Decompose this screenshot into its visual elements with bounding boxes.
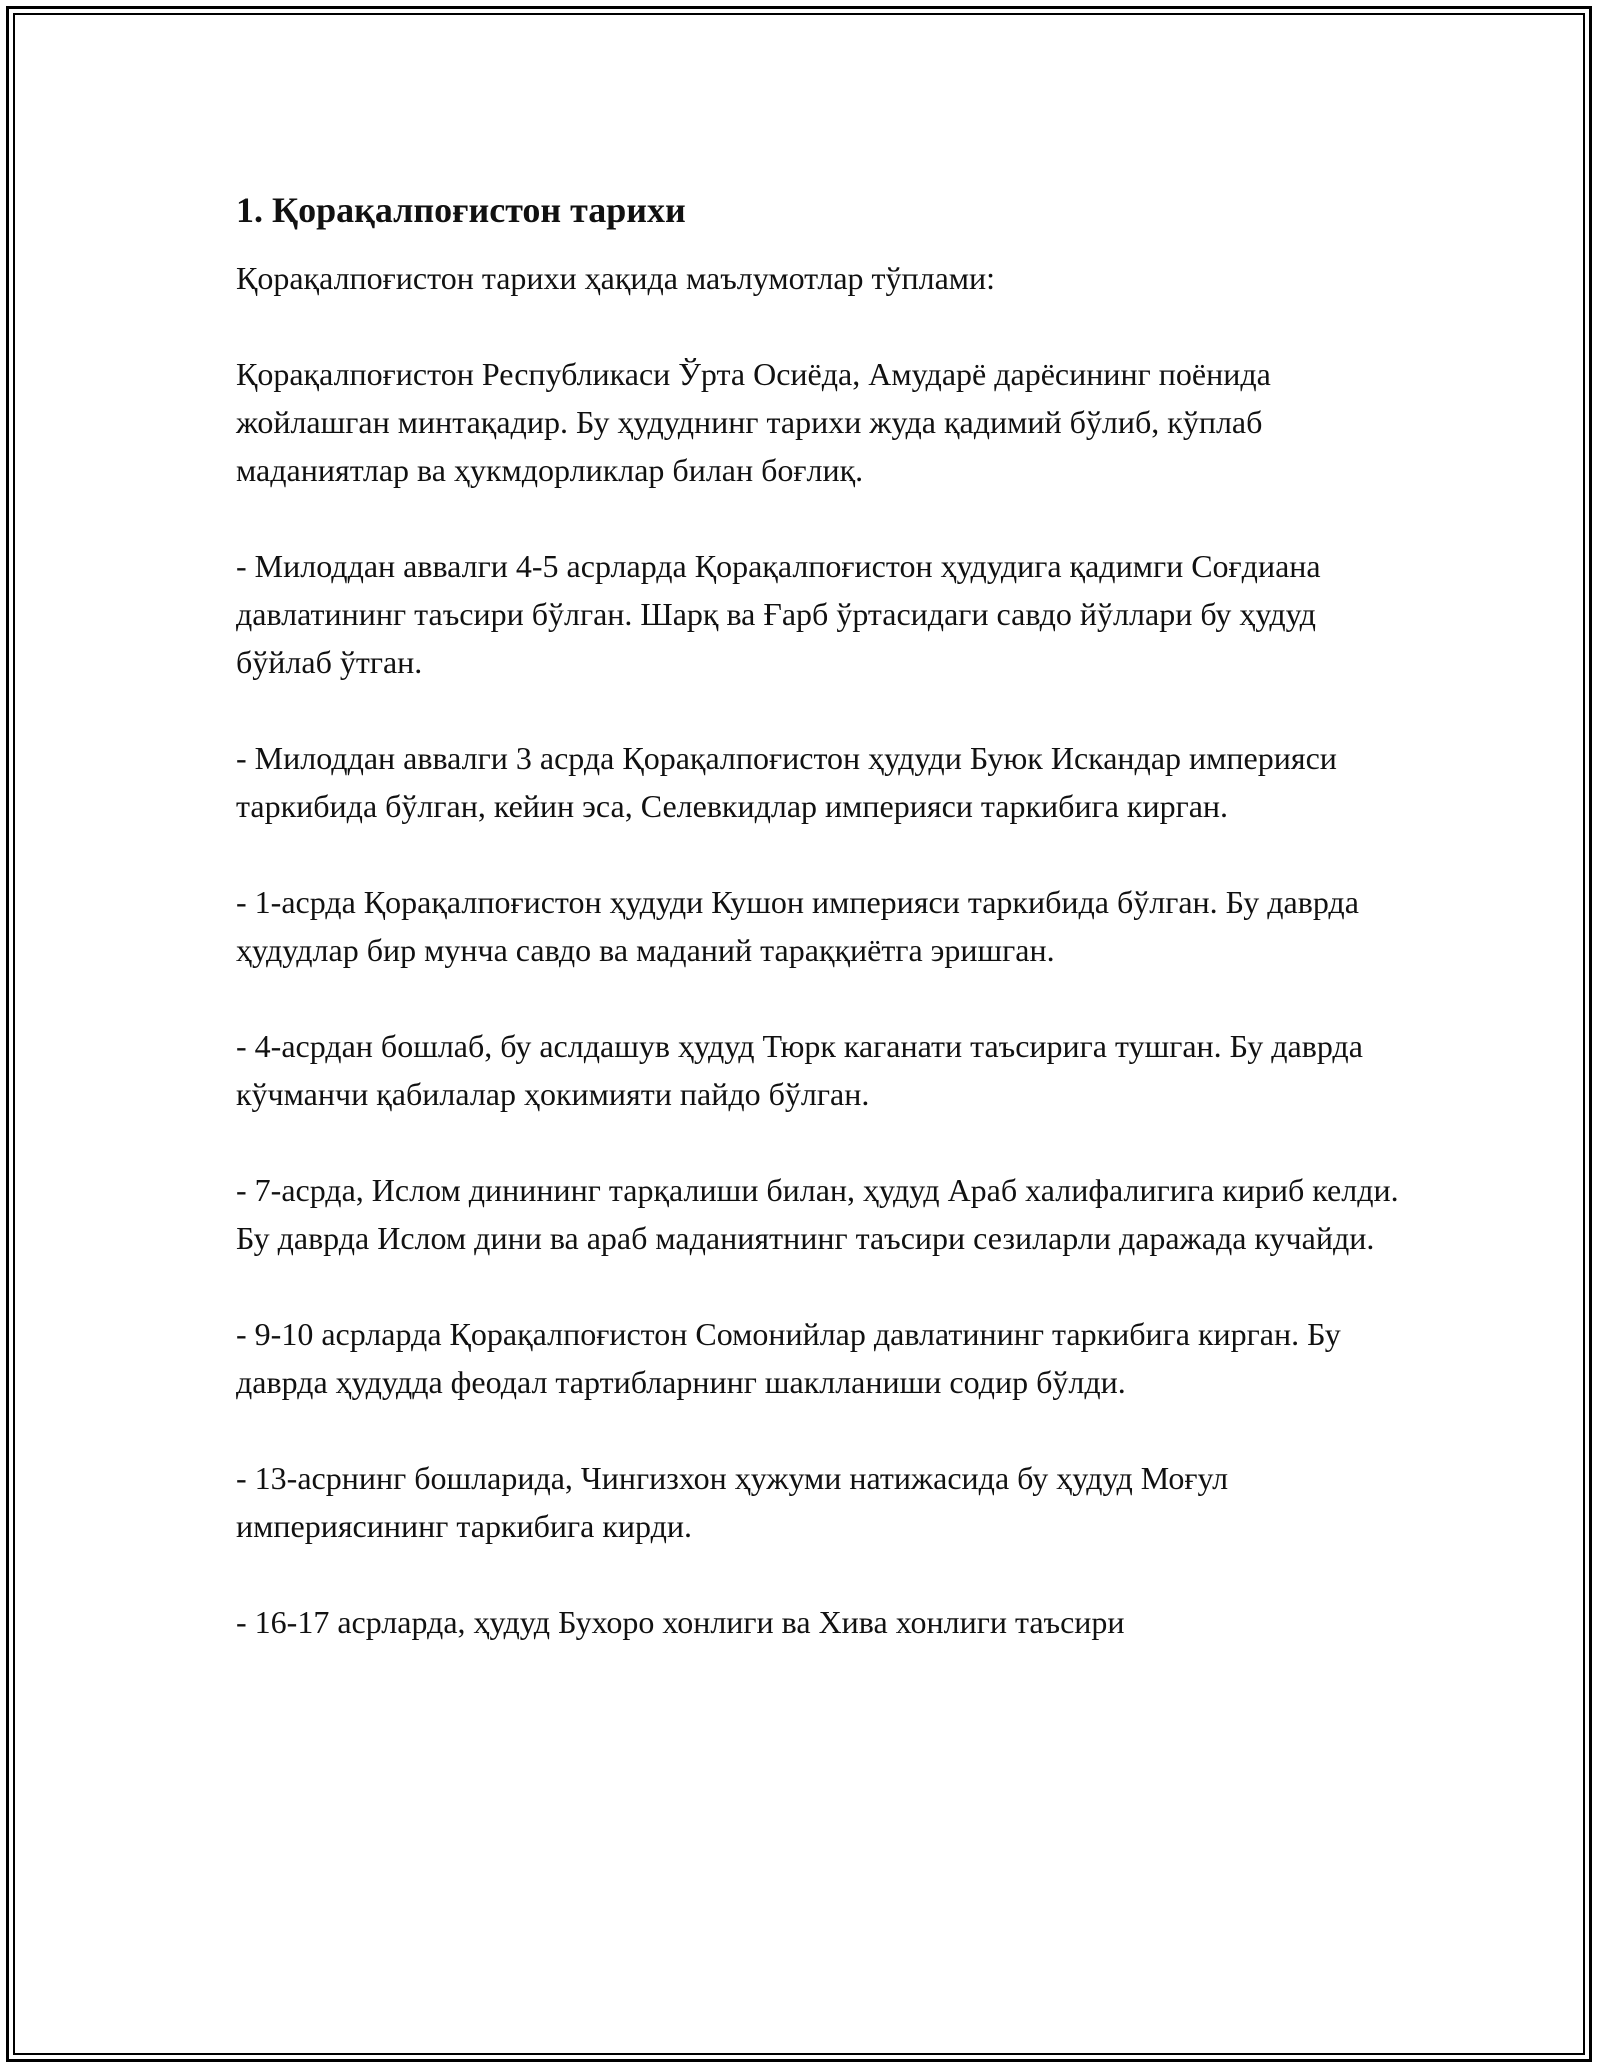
paragraph-khanates: - 16-17 асрларда, ҳудуд Бухоро хонлиги ва Хива хонлиги таъсири: [236, 1604, 1125, 1640]
document-body: [236, 186, 1406, 1646]
paragraph-turkic: - 4-асрдан бошлаб, бу аслдашув ҳудуд Тюрк каганати таъсирига тушган. Бу даврда кўчманчи қабилалар ҳокимияти пайдо бўлган.: [236, 1028, 1363, 1112]
paragraph-mongol: - 13-асрнинг бошларида, Чингизхон ҳужуми натижасида бу ҳудуд Моғул империясининг таркибига кирди.: [236, 1460, 1229, 1544]
document-title: 1. Қорақалпоғистон тарихи: [236, 190, 686, 230]
paragraph-kushan: - 1-асрда Қорақалпоғистон ҳудуди Кушон империяси таркибида бўлган. Бу даврда ҳудудлар бир мунча савдо ва маданий тараққиётга эришган.: [236, 884, 1359, 968]
intro-paragraph: Қорақалпоғистон тарихи ҳақида маълумотлар тўплами:: [236, 260, 996, 296]
paragraph-alexander: - Милоддан аввалги 3 асрда Қорақалпоғистон ҳудуди Буюк Искандар империяси таркибида бўлган, кейин эса, Селевкидлар империяси таркибига кирган.: [236, 740, 1337, 824]
paragraph-overview: Қорақалпоғистон Республикаси Ўрта Осиёда, Амударё дарёсининг поёнида жойлашган минтақадир. Бу ҳудуднинг тарихи жуда қадимий бўлиб, кўплаб маданиятлар ва ҳукмдорликлар билан боғлиқ.: [236, 356, 1271, 488]
paragraph-samanid: - 9-10 асрларда Қорақалпоғистон Сомонийлар давлатининг таркибига кирган. Бу даврда ҳудудда феодал тартибларнинг шаклланиши содир бўлди.: [236, 1316, 1341, 1400]
paragraph-arab: - 7-асрда, Ислом динининг тарқалиши билан, ҳудуд Араб халифалигига кириб келди. Бу даврда Ислом дини ва араб маданиятнинг таъсири сезиларли даражада кучайди.: [236, 1172, 1399, 1256]
paragraph-sogdiana: - Милоддан аввалги 4-5 асрларда Қорақалпоғистон ҳудудига қадимги Соғдиана давлатининг таъсири бўлган. Шарқ ва Ғарб ўртасидаги савдо йўллари бу ҳудуд бўйлаб ўтган.: [236, 548, 1321, 680]
